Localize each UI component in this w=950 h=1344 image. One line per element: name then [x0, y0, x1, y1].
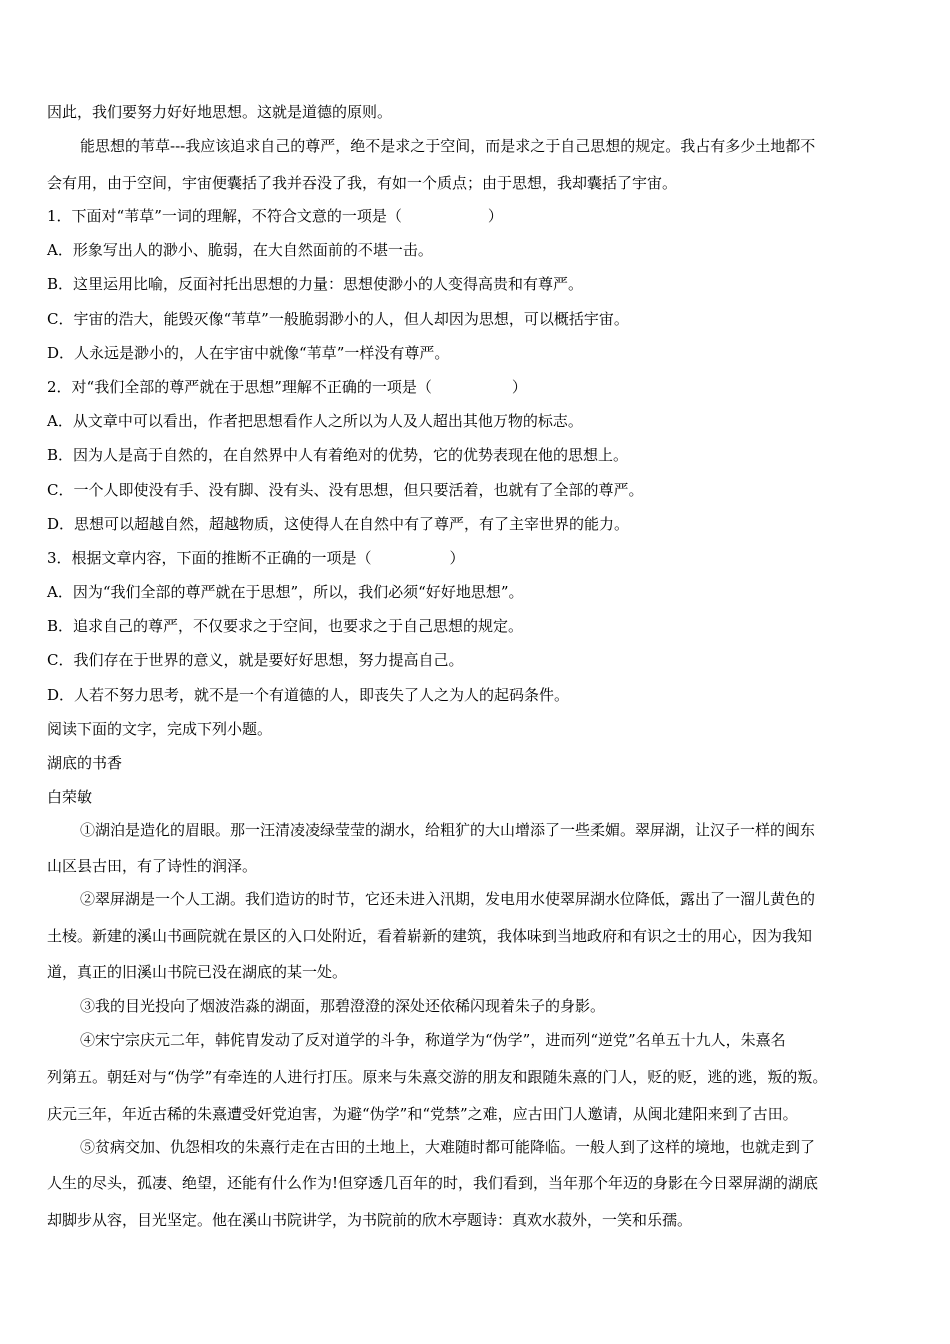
paragraph-5-line: 人生的尽头，孤凄、绝望，还能有什么作为!但穿透几百年的时，我们看到，当年那个年迈的身影在今日翠屏湖的湖底 [47, 1174, 819, 1192]
option-d: D．思想可以超越自然，超越物质，这使得人在自然中有了尊严，有了主宰世界的能力。 [47, 515, 630, 533]
paragraph-4-line: ④宋宁宗庆元二年，韩侂胄发动了反对道学的斗争，称道学为“伪学”，进而列“逆党”名单五十九人，朱熹名 [80, 1031, 786, 1049]
text-line: 会有用，由于空间，宇宙便囊括了我并吞没了我，有如一个质点；由于思想，我却囊括了宇宙。 [47, 174, 678, 192]
paragraph-3-line: ③我的目光投向了烟波浩淼的湖面，那碧澄澄的深处还依稀闪现着朱子的身影。 [80, 997, 606, 1015]
paragraph-4-line: 列第五。朝廷对与“伪学”有牵连的人进行打压。原来与朱熹交游的朋友和跟随朱熹的门人，贬的贬，逃的逃，叛的叛。 [47, 1068, 828, 1086]
article-title: 湖底的书香 [47, 754, 123, 772]
option-b: B．因为人是高于自然的，在自然界中人有着绝对的优势，它的优势表现在他的思想上。 [47, 446, 629, 464]
option-c: C．我们存在于世界的意义，就是要好好思想，努力提高自己。 [47, 651, 464, 669]
option-a: A．从文章中可以看出，作者把思想看作人之所以为人及人超出其他万物的标志。 [47, 412, 583, 430]
paragraph-5-line: ⑤贫病交加、仇怨相攻的朱熹行走在古田的土地上，大难随时都可能降临。一般人到了这样的境地，也就走到了 [80, 1138, 816, 1156]
question-2-close: ） [511, 378, 527, 396]
paragraph-2-line: ②翠屏湖是一个人工湖。我们造访的时节，它还未进入汛期，发电用水使翠屏湖水位降低，露出了一溜儿黄色的 [80, 890, 816, 908]
option-a: A．因为“我们全部的尊严就在于思想”，所以，我们必须“好好地思想”。 [47, 583, 524, 601]
paragraph-2-line: 土棱。新建的溪山书画院就在景区的入口处附近，看着崭新的建筑，我体味到当地政府和有识之士的用心，因为我知 [47, 927, 813, 945]
question-2-stem: 2．对“我们全部的尊严就在于思想”理解不正确的一项是（ [47, 378, 432, 396]
article-author: 白荣敏 [47, 788, 93, 806]
paragraph-2-line: 道，真正的旧溪山书院已没在湖底的某一处。 [47, 963, 348, 981]
question-3 [47, 548, 907, 568]
paragraph-4-line: 庆元三年，年近古稀的朱熹遭受奸党迫害，为避“伪学”和“党禁”之难，应古田门人邀请，从闽北建阳来到了古田。 [47, 1105, 798, 1123]
paragraph-1-line: 山区县古田，有了诗性的润泽。 [47, 857, 258, 875]
question-1 [47, 206, 907, 226]
option-b: B．追求自己的尊严，不仅要求之于空间，也要求之于自己思想的规定。 [47, 617, 524, 635]
question-1-stem: 1．下面对“苇草”一词的理解，不符合文意的一项是（ [47, 207, 402, 225]
reading-instruction: 阅读下面的文字，完成下列小题。 [47, 720, 273, 738]
option-d: D．人永远是渺小的，人在宇宙中就像“苇草”一样没有尊严。 [47, 344, 450, 362]
text-line: 因此，我们要努力好好地思想。这就是道德的原则。 [47, 103, 393, 121]
paragraph-1-line: ①湖泊是造化的眉眼。那一汪清凌凌绿莹莹的湖水，给粗犷的大山增添了一些柔媚。翠屏湖，让汉子一样的闽东 [80, 821, 816, 839]
question-1-close: ） [487, 207, 503, 225]
option-b: B．这里运用比喻，反面衬托出思想的力量：思想使渺小的人变得高贵和有尊严。 [47, 275, 584, 293]
option-d: D．人若不努力思考，就不是一个有道德的人，即丧失了人之为人的起码条件。 [47, 686, 570, 704]
option-c: C．一个人即使没有手、没有脚、没有头、没有思想，但只要活着，也就有了全部的尊严。 [47, 481, 644, 499]
question-3-close: ） [449, 549, 465, 567]
option-c: C．宇宙的浩大，能毁灭像“苇草”一般脆弱渺小的人，但人却因为思想，可以概括宇宙。 [47, 310, 629, 328]
question-3-stem: 3．根据文章内容，下面的推断不正确的一项是（ [47, 549, 372, 567]
question-2 [47, 377, 907, 397]
option-a: A．形象写出人的渺小、脆弱，在大自然面前的不堪一击。 [47, 241, 433, 259]
paragraph-5-line: 却脚步从容，目光坚定。他在溪山书院讲学，为书院前的欣木亭题诗：真欢水菽外，一笑和乐孺。 [47, 1211, 693, 1229]
text-line: 能思想的苇草---我应该追求自己的尊严，绝不是求之于空间，而是求之于自己思想的规定。我占有多少土地都不 [80, 137, 816, 155]
